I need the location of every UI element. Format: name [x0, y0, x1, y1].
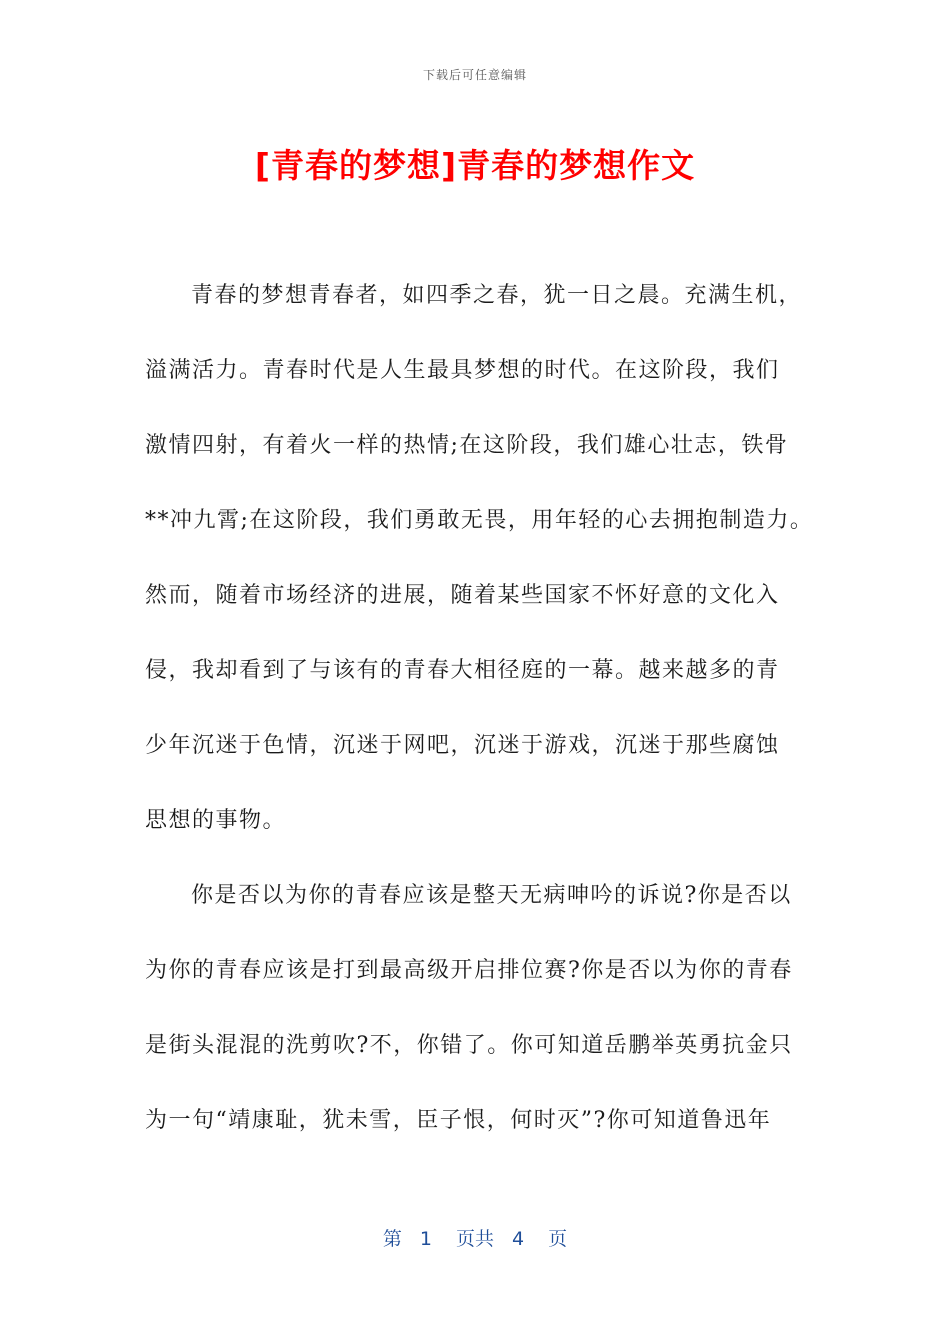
paragraph-line: 激情四射，有着火一样的热情;在这阶段，我们雄心壮志，铁骨 [145, 433, 789, 458]
paragraph-line: 少年沉迷于色情，沉迷于网吧，沉迷于游戏，沉迷于那些腐蚀 [145, 733, 780, 758]
document-body [145, 270, 814, 1170]
paragraph-line: 你是否以为你的青春应该是整天无病呻吟的诉说?你是否以 [191, 883, 792, 908]
paragraph-line: 然而，随着市场经济的进展，随着某些国家不怀好意的文化入 [145, 583, 780, 608]
document-title: [青春的梦想]青春的梦想作文 [254, 146, 696, 185]
footer-page-number: 1 [419, 1228, 432, 1250]
header-note: 下载后可任意编辑 [422, 68, 527, 82]
paragraph-line: 为一句“靖康耻，犹未雪，臣子恨，何时灭”?你可知道鲁迅年 [145, 1108, 772, 1133]
paragraph-line: 是街头混混的洗剪吹?不，你错了。你可知道岳鹏举英勇抗金只 [145, 1033, 793, 1058]
paragraph-line: 青春的梦想青春者，如四季之春，犹一日之晨。充满生机， [191, 283, 803, 308]
paragraph-line: 侵，我却看到了与该有的青春大相径庭的一幕。越来越多的青 [145, 658, 780, 683]
footer-prefix: 第 [382, 1228, 402, 1250]
paragraph-line: **冲九霄;在这阶段，我们勇敢无畏，用年轻的心去拥抱制造力。 [145, 508, 814, 533]
paragraph-line: 为你的青春应该是打到最高级开启排位赛?你是否以为你的青春 [145, 958, 793, 983]
page-footer [0, 1224, 950, 1251]
footer-total-pages: 4 [512, 1228, 525, 1250]
footer-suffix: 页 [548, 1228, 568, 1250]
footer-middle: 页共 [455, 1228, 494, 1250]
paragraph-line: 思想的事物。 [145, 808, 287, 833]
paragraph-line: 溢满活力。青春时代是人生最具梦想的时代。在这阶段，我们 [145, 358, 780, 383]
